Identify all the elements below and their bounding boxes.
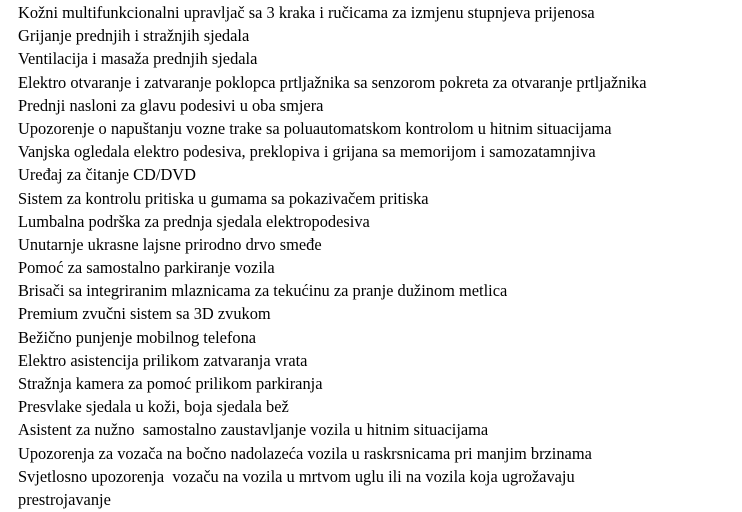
list-item: Stražnja kamera za pomoć prilikom parkiranja — [18, 374, 323, 393]
list-item: Elektro otvaranje i zatvaranje poklopca prtljažnika sa senzorom pokreta za otvaranje prtljažnika — [18, 72, 647, 92]
list-item: Sistem za kontrolu pritiska u gumama sa pokazivačem pritiska — [18, 188, 429, 208]
list-item: Elektro asistencija prilikom zatvaranja vrata — [18, 350, 308, 370]
feature-list — [18, 1, 738, 511]
list-item: Brisači sa integriranim mlaznicama za tekućinu za pranje dužinom metlica — [18, 281, 508, 301]
list-item: Grijanje prednjih i stražnjih sjedala — [18, 26, 250, 46]
list-item: Kožni multifunkcionalni upravljač sa 3 kraka i ručicama za izmjenu stupnjeva prijenosa — [18, 3, 595, 22]
list-item: Ventilacija i masaža prednjih sjedala — [18, 49, 258, 69]
list-item: Pomoć za samostalno parkiranje vozila — [18, 258, 275, 278]
list-item-continuation: prestrojavanje — [18, 489, 111, 509]
list-item: Prednji nasloni za glavu podesivi u oba smjera — [18, 95, 324, 115]
list-item: Vanjska ogledala elektro podesiva, preklopiva i grijana sa memorijom i samozatamnjiva — [18, 142, 596, 162]
list-item: Upozorenje o napuštanju vozne trake sa poluautomatskom kontrolom u hitnim situacijama — [18, 118, 612, 138]
list-item: Upozorenja za vozača na bočno nadolazeća vozila u raskrsnicama pri manjim brzinama — [18, 443, 592, 463]
list-item: Svjetlosno upozorenja vozaču na vozila u mrtvom uglu ili na vozila koja ugrožavaju — [18, 466, 575, 486]
list-item: Bežično punjenje mobilnog telefona — [18, 327, 257, 347]
list-item: Presvlake sjedala u koži, boja sjedala bež — [18, 397, 289, 417]
list-item: Lumbalna podrška za prednja sjedala elektropodesiva — [18, 211, 370, 231]
list-item: Uređaj za čitanje CD/DVD — [18, 165, 196, 185]
list-item: Premium zvučni sistem sa 3D zvukom — [18, 304, 271, 324]
list-item: Unutarnje ukrasne lajsne prirodno drvo smeđe — [18, 234, 322, 254]
list-item: Asistent za nužno samostalno zaustavljanje vozila u hitnim situacijama — [18, 420, 489, 440]
